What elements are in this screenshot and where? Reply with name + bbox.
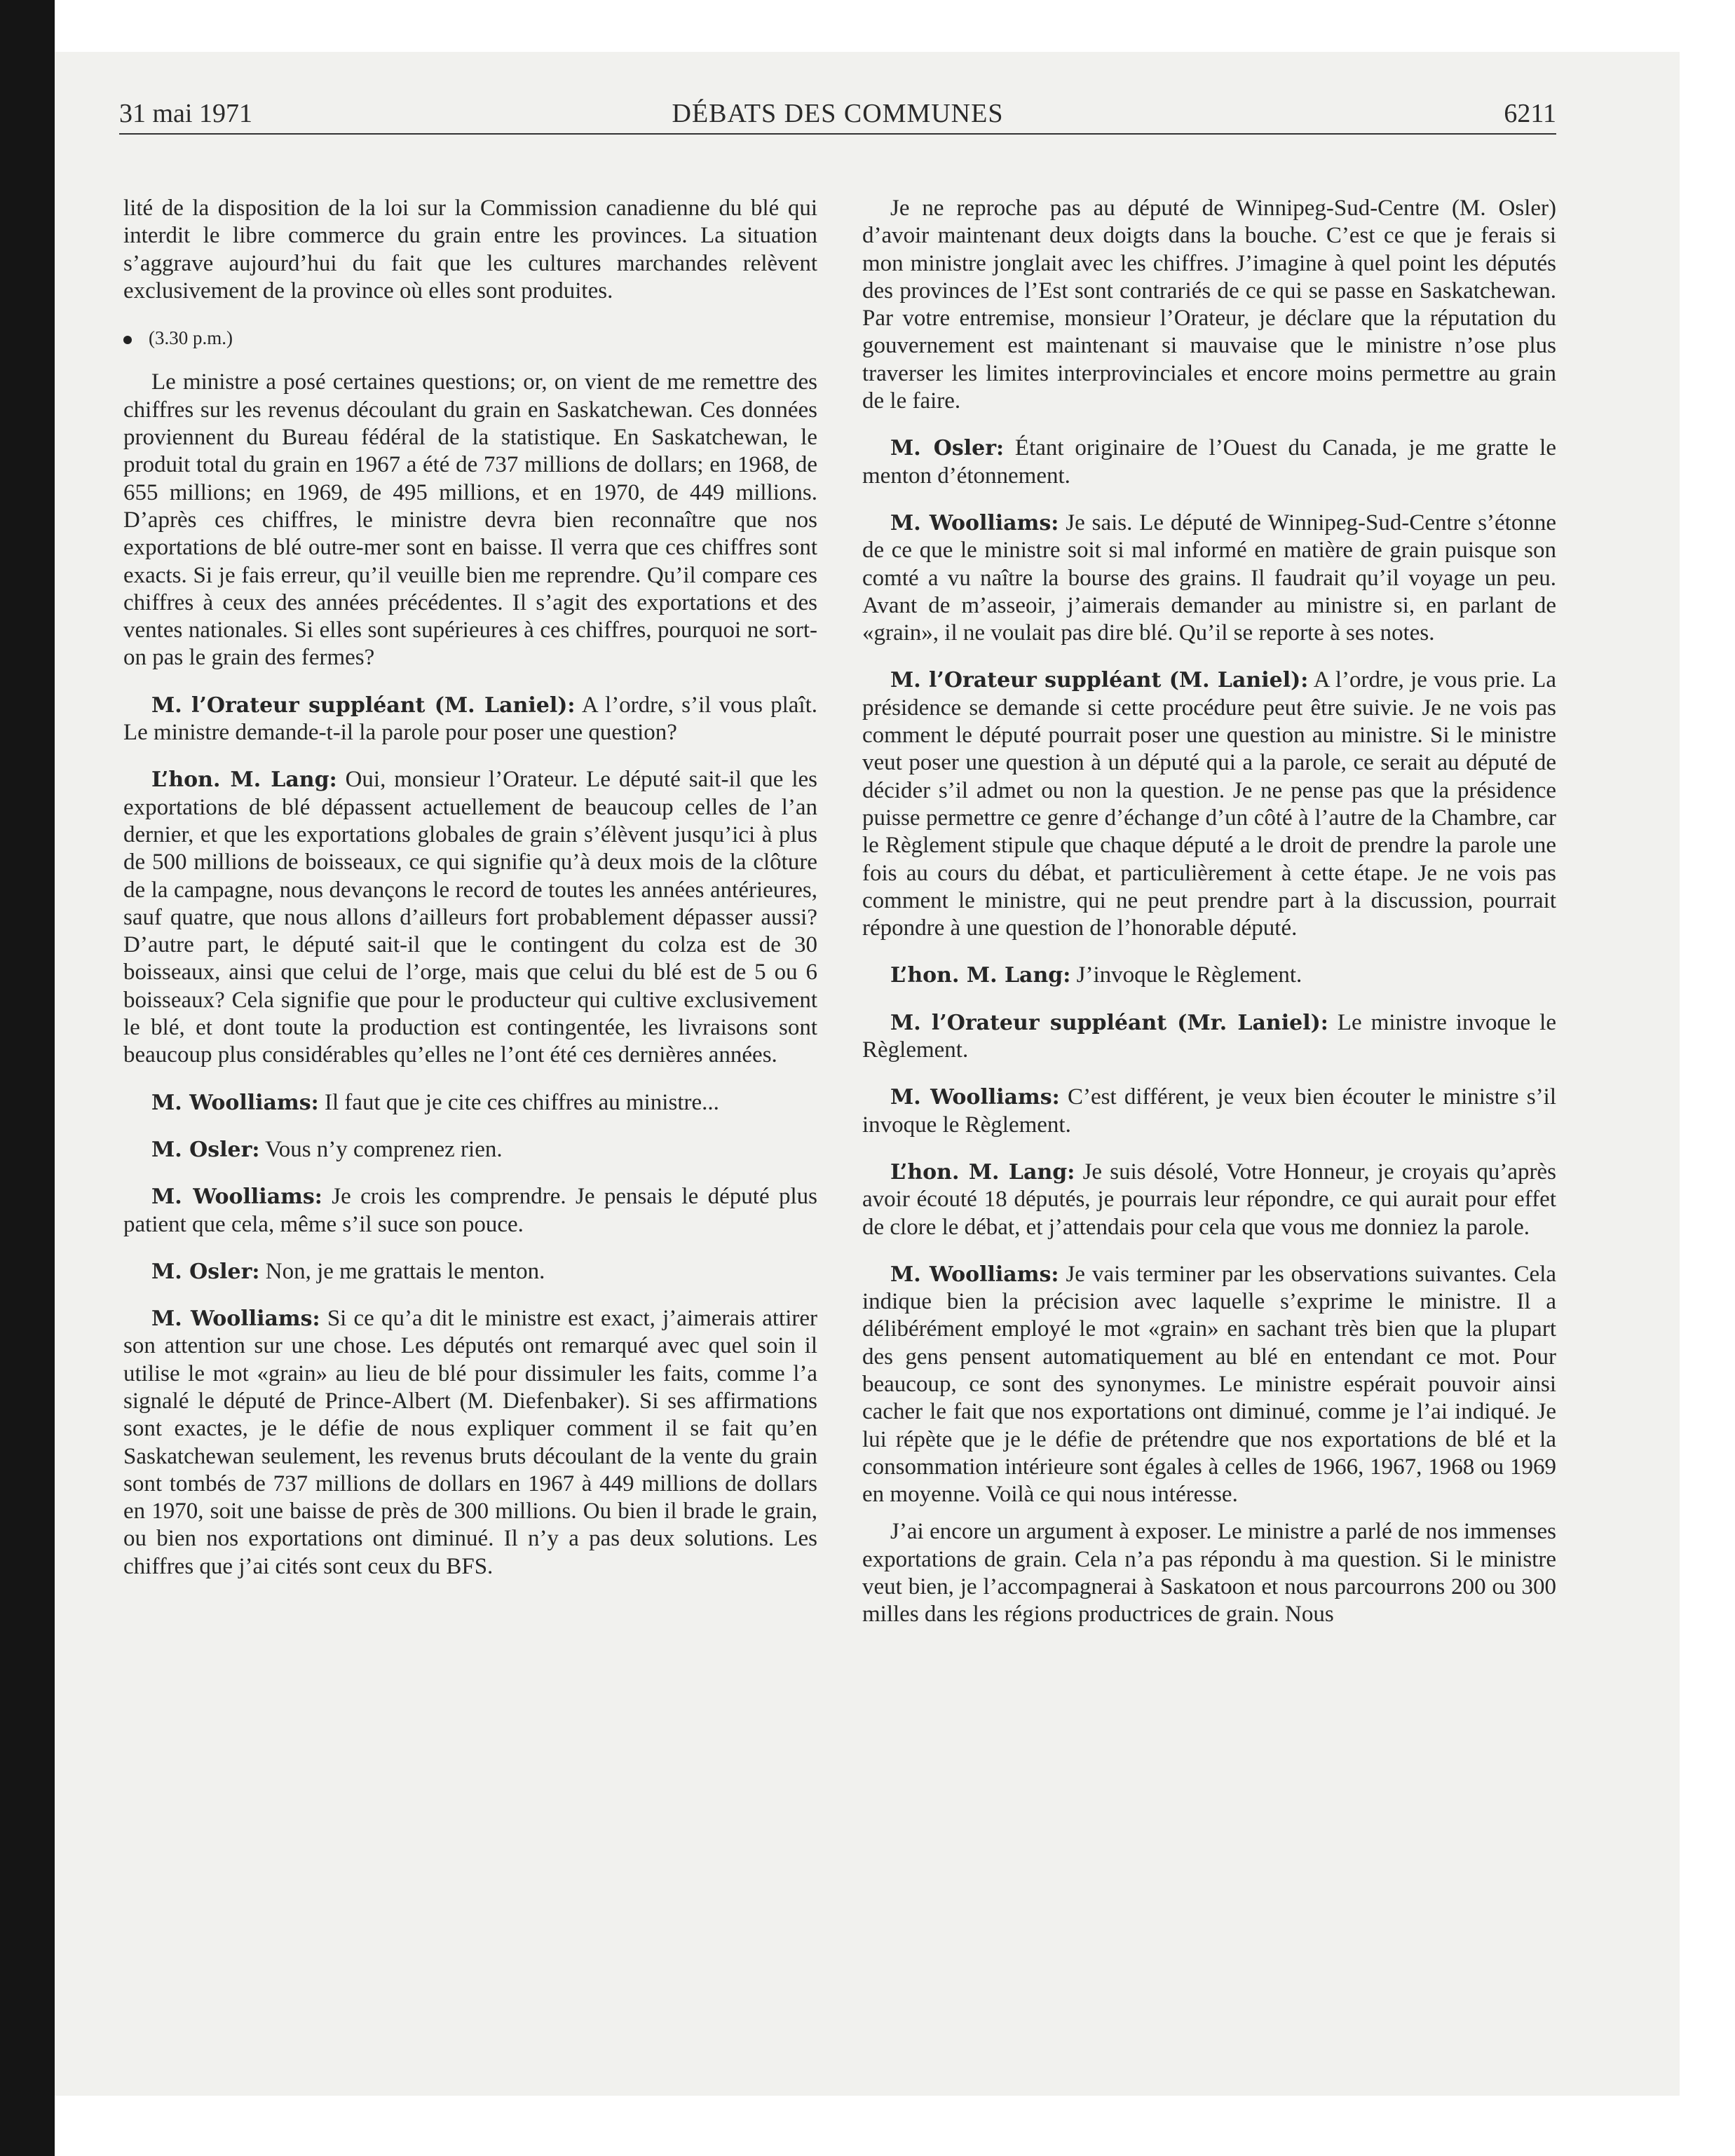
speech <box>862 1159 1556 1241</box>
speech <box>862 1084 1556 1139</box>
speaker-name: M. Osler: <box>151 1259 260 1284</box>
speaker-name: L’hon. M. Lang: <box>890 1159 1075 1185</box>
speech-text: A l’ordre, je vous prie. La présidence se demande si cette procédure peut être suivie. Je ne vois pas comment le député pourrait poser une question au ministre. Si le ministre veut poser une question à un député qui a la parole, ce serait au député de décider s’il admet ou non la question. Je ne pense pas que la présidence puisse permettre ce genre d’échange d’un côté à l’autre de la Chambre, car le Règlement stipule que chaque député a le droit de prendre la parole une fois au cours du débat, et particulièrement à cette étape. Je ne vois pas comment le ministre, qui ne peut prendre part à la discussion, pourrait répondre à une question de l’honorable député. <box>862 667 1556 941</box>
header-date: 31 mai 1971 <box>119 99 252 128</box>
speech-text: A l’ordre, s’il vous plaît. Le ministre demande-t-il la parole pour poser une question? <box>123 692 817 746</box>
speaker-name: M. l’Orateur suppléant (M. Laniel): <box>890 668 1309 693</box>
speech-text: J’invoque le Règlement. <box>1076 962 1302 988</box>
speech-text: Vous n’y comprenez rien. <box>265 1136 503 1162</box>
speaker-name: M. Woolliams: <box>151 1090 319 1115</box>
speech <box>862 962 1556 989</box>
header-title: DÉBATS DES COMMUNES <box>672 99 1004 128</box>
speech-text: Je sais. Le député de Winnipeg-Sud-Centre s’étonne de ce que le ministre soit si mal informé en matière de grain puisque son comté a vu naître la bourse des grains. Il faudrait qu’il voyage un peu. Avant de m’asseoir, j’aimerais demander au ministre si, en parlant de «grain», il ne voulait pas dire blé. Qu’il se reporte à ses notes. <box>862 510 1556 646</box>
time-marker <box>123 325 817 352</box>
speaker-name: M. Woolliams: <box>151 1185 322 1210</box>
speaker-name: M. l’Orateur suppléant (M. Laniel): <box>151 692 576 718</box>
paragraph <box>862 195 1556 415</box>
speech-text: Je crois les comprendre. Je pensais le député plus patient que cela, même s’il suce son pouce. <box>123 1184 818 1237</box>
speech <box>123 1183 817 1239</box>
speech-text: Il faut que je cite ces chiffres au ministre... <box>324 1089 719 1115</box>
speaker-name: M. Woolliams: <box>890 1262 1059 1287</box>
paragraph <box>123 195 817 305</box>
speaker-name: L’hon. M. Lang: <box>890 963 1071 988</box>
speaker-name: M. Woolliams: <box>890 510 1059 535</box>
speech <box>123 1136 817 1164</box>
speech-text: Si ce qu’a dit le ministre est exact, j’aimerais attirer son attention sur une chose. Les députés ont remarqué avec quel soin il utilise le mot «grain» au lieu de blé pour dissimuler les faits, comme l’a signalé le député de Prince-Albert (M. Diefenbaker). Si ses affirmations sont exactes, je le défie de nous expliquer comment il se fait qu’en Saskatchewan seulement, les revenus bruts découlant de la vente du grain sont tombés de 737 millions de dollars en 1967 à 449 millions de dollars en 1970, soit une baisse de près de 300 millions. Ou bien il brade le grain, ou bien nos exportations ont diminué. Il n’y a pas deux solutions. Les chiffres que j’ai cités sont ceux du BFS. <box>123 1306 817 1579</box>
speaker-name: M. Osler: <box>890 436 1005 461</box>
speech <box>862 1009 1556 1065</box>
speaker-name: M. l’Orateur suppléant (Mr. Laniel): <box>890 1010 1328 1035</box>
speaker-name: M. Woolliams: <box>151 1306 320 1332</box>
speech-text: Le ministre invoque le Règlement. <box>862 1009 1556 1063</box>
paragraph <box>862 1518 1556 1628</box>
left-column <box>123 195 817 1600</box>
speech-text: Je vais terminer par les observations suivantes. Cela indique bien la précision avec laquelle s’exprime le ministre. Il a délibérément employé le mot «grain» en sachant très bien que la plupart des gens pensent automatiquement au blé en entendant ce mot. Pour beaucoup, ce sont des synonymes. Le ministre espérait pouvoir ainsi cacher le fait que nos exportations ont diminué, comme je l’ai indiqué. Je lui répète que je le défie de prétendre que nos exportations de blé et la consommation intérieure sont égales à celles de 1966, 1967, 1968 ou 1969 en moyenne. Voilà ce qui nous intéresse. <box>862 1261 1557 1508</box>
speaker-name: L’hon. M. Lang: <box>151 767 337 793</box>
header-rule <box>119 133 1556 135</box>
speech-text: C’est différent, je veux bien écouter le ministre s’il invoque le Règlement. <box>862 1084 1556 1138</box>
paragraph <box>123 369 817 671</box>
speech <box>123 1258 817 1285</box>
speech-text: Oui, monsieur l’Orateur. Le député sait-il que les exportations de blé dépassent actuellement de beaucoup celles de l’an dernier, et que les exportations globales de grain s’élèvent jusqu’ici à plus de 500 millions de boisseaux, ce qui signifie qu’à deux mois de la clôture de la campagne, nous devançons le record de toutes les années antérieures, sauf quatre, que nous allons d’ailleurs fort probablement dépasser aussi? D’autre part, le député sait-il que le contingent du colza est de 30 boisseaux, ainsi que celui de l’orge, mais que celui du blé est de 5 ou 6 boisseaux? Cela signifie que pour le producteur qui cultive exclusivement le blé, et dont toute la production est contingentée, les livraisons sont beaucoup plus considérables qu’elles ne l’ont été ces dernières années. <box>123 767 818 1068</box>
scan-border <box>0 0 55 2156</box>
speaker-name: M. Osler: <box>151 1137 260 1162</box>
speaker-name: M. Woolliams: <box>890 1085 1060 1110</box>
speech <box>862 510 1556 647</box>
speech-text: Étant originaire de l’Ouest du Canada, je me gratte le menton d’étonnement. <box>862 435 1556 489</box>
speech <box>123 766 817 1069</box>
time-text: (3.30 p.m.) <box>149 327 233 349</box>
speech-text: Je suis désolé, Votre Honneur, je croyais qu’après avoir écouté 18 députés, je pourrais leur répondre, ce qui aurait pour effet de clore le débat, et j’attendais pour cela que vous me donniez la parole. <box>862 1159 1556 1240</box>
paragraph-text: J’ai encore un argument à exposer. Le ministre a parlé de nos immenses exportations de grain. Cela n’a pas répondu à ma question. Si le ministre veut bien, je l’accompagnerai à Saskatoon et nous parcourrons 200 ou 300 milles dans les régions productrices de grain. Nous <box>862 1519 1556 1628</box>
header-page-number: 6211 <box>1504 99 1556 128</box>
speech <box>123 1089 817 1117</box>
paragraph-text: Je ne reproche pas au député de Winnipeg-Sud-Centre (M. Osler) d’avoir maintenant deux doigts dans la bouche. C’est ce que je ferais si mon ministre jonglait avec les chiffres. J’imagine à quel point les députés des provinces de l’Est sont contrariés de ce qui se passe en Saskatchewan. Par votre entremise, monsieur l’Orateur, je déclare que la réputation du gouvernement est maintenant si mauvaise que le ministre n’ose plus traverser les limites interprovinciales et encore moins permettre au grain de le faire. <box>862 196 1556 414</box>
bullet-icon <box>123 336 132 344</box>
paragraph-text: lité de la disposition de la loi sur la Commission canadienne du blé qui interdit le libre commerce du grain entre les provinces. La situation s’aggrave aujourd’hui du fait que les cultures marchandes relèvent exclusivement de la province où elles sont produites. <box>123 196 817 303</box>
speech <box>123 692 817 747</box>
right-column <box>862 195 1556 1649</box>
speech-text: Non, je me grattais le menton. <box>265 1258 545 1284</box>
speech <box>862 667 1556 942</box>
page-header <box>119 98 1556 135</box>
paragraph-text: Le ministre a posé certaines questions; or, on vient de me remettre des chiffres sur les revenus découlant du grain en Saskatchewan. Ces données proviennent du Bureau fédéral de la statistique. En Saskatchewan, le produit total du grain en 1967 a été de 737 millions de dollars; en 1968, de 655 millions; en 1969, de 495 millions, et en 1970, de 449 millions. D’après ces chiffres, le ministre devra bien reconnaître que nos exportations de blé outre-mer sont en baisse. Il verra que ces chiffres sont exacts. Si je fais erreur, qu’il veuille bien me reprendre. Qu’il compare ces chiffres à ceux des années précédentes. Il s’agit des exportations et des ventes nationales. Si elles sont supérieures à ces chiffres, pourquoi ne sort-on pas le grain des fermes? <box>123 369 817 671</box>
speech <box>862 435 1556 490</box>
speech <box>123 1305 817 1581</box>
speech <box>862 1261 1556 1509</box>
